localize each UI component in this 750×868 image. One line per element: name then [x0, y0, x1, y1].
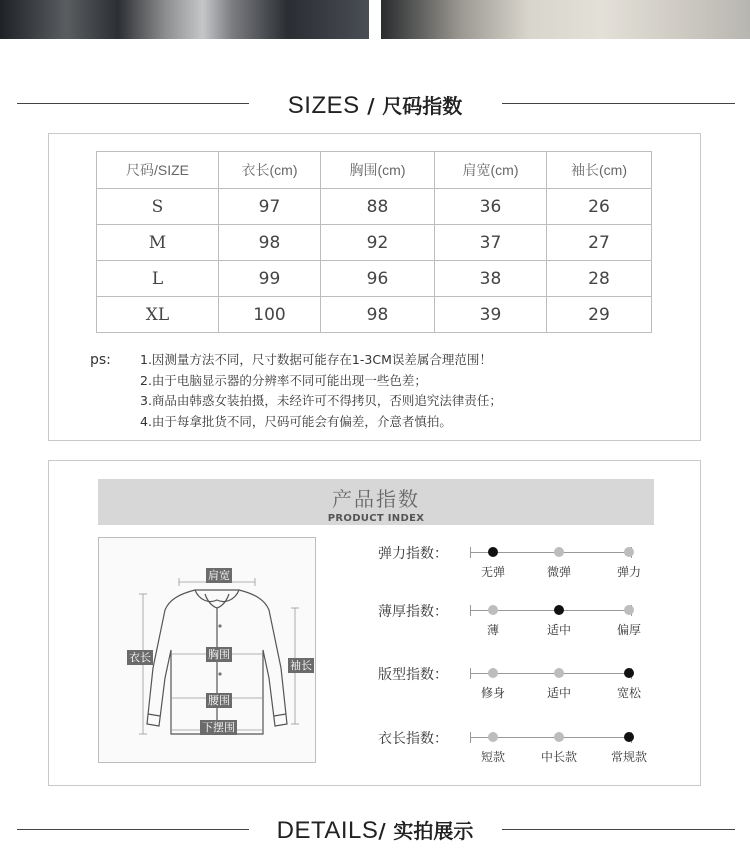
cell-length: 97 — [219, 189, 321, 225]
note-line-2: 2.由于电脑显示器的分辨率不同可能出现一些色差； — [140, 372, 427, 388]
rating-dot — [624, 605, 634, 615]
rating-option: 适中 — [546, 686, 571, 700]
sizes-title — [0, 90, 750, 120]
cell-size: M — [97, 225, 219, 261]
cell-sleeve: 26 — [547, 189, 652, 225]
sizes-title-cn: 尺码指数 — [382, 94, 463, 118]
rating-name: 弹力指数： — [378, 546, 448, 562]
rating-option: 偏厚 — [616, 623, 641, 637]
cell-chest: 92 — [321, 225, 435, 261]
sizes-title-en: SIZES — [287, 92, 360, 119]
header-size: 尺码/SIZE — [97, 152, 219, 189]
rating-tick — [470, 732, 471, 743]
table-row — [97, 297, 652, 333]
rating-option: 弹力 — [616, 565, 641, 579]
rating-option: 常规款 — [610, 750, 647, 764]
product-index-banner — [98, 479, 654, 525]
label-hem: 下摆围 — [202, 721, 235, 734]
rating-tick — [470, 668, 471, 679]
rating-name: 薄厚指数： — [378, 604, 448, 620]
rating-dot — [488, 668, 498, 678]
rating-option: 薄 — [486, 623, 499, 637]
note-line-1: 1.因测量方法不同，尺寸数据可能存在1-3CM误差属合理范围！ — [140, 352, 492, 367]
rating-thickness — [378, 601, 658, 641]
rating-option: 适中 — [546, 623, 571, 637]
label-shoulder: 肩宽 — [208, 569, 230, 582]
rating-elasticity — [378, 543, 658, 583]
cell-shoulder: 37 — [435, 225, 547, 261]
label-length: 衣长 — [129, 651, 151, 664]
sizes-title-sep: / — [367, 94, 375, 118]
label-sleeve: 袖长 — [290, 659, 312, 672]
table-row — [97, 225, 652, 261]
cell-length: 100 — [219, 297, 321, 333]
details-title-en: DETAILS — [276, 817, 379, 844]
details-heading — [0, 810, 750, 850]
rating-tick — [470, 547, 471, 558]
details-title-sep: / — [378, 819, 386, 843]
header-chest: 胸围(cm) — [321, 152, 435, 189]
size-table-header — [97, 152, 652, 189]
details-title-cn: 实拍展示 — [393, 819, 474, 843]
cell-size: S — [97, 189, 219, 225]
notes-ps-label: ps: — [90, 352, 111, 368]
rating-dot — [554, 605, 564, 615]
rating-dot — [624, 547, 634, 557]
header-shoulder: 肩宽(cm) — [435, 152, 547, 189]
sizes-heading — [0, 85, 750, 125]
cell-chest: 98 — [321, 297, 435, 333]
cell-chest: 96 — [321, 261, 435, 297]
cell-sleeve: 28 — [547, 261, 652, 297]
cell-size: L — [97, 261, 219, 297]
rating-dot — [488, 605, 498, 615]
rating-dot — [624, 668, 634, 678]
table-row — [97, 189, 652, 225]
rating-option: 宽松 — [616, 686, 641, 700]
garment-diagram — [98, 537, 316, 763]
cell-size: XL — [97, 297, 219, 333]
product-photo-left — [0, 0, 369, 39]
header-length: 衣长(cm) — [219, 152, 321, 189]
cell-length: 99 — [219, 261, 321, 297]
label-chest: 胸围 — [208, 648, 230, 661]
cell-shoulder: 39 — [435, 297, 547, 333]
note-line-4: 4.由于每拿批货不同，尺码可能会有偏差，介意者慎拍。 — [140, 413, 452, 429]
size-table — [96, 151, 652, 333]
rating-length — [378, 728, 658, 768]
product-index-title-cn: 产品指数 — [332, 487, 420, 511]
rating-option: 短款 — [480, 750, 505, 764]
cell-shoulder: 36 — [435, 189, 547, 225]
rating-dot — [554, 732, 564, 742]
table-row — [97, 261, 652, 297]
cell-length: 98 — [219, 225, 321, 261]
note-line-3: 3.商品由韩惑女装拍摄，未经许可不得拷贝，否则追究法律责任； — [140, 393, 502, 408]
cell-shoulder: 38 — [435, 261, 547, 297]
rating-name: 版型指数： — [378, 667, 448, 683]
rating-option: 无弹 — [480, 565, 505, 579]
product-index-title-en: PRODUCT INDEX — [327, 513, 425, 524]
rating-fit — [378, 664, 658, 704]
rating-dot — [624, 732, 634, 742]
header-sleeve: 袖长(cm) — [547, 152, 652, 189]
cell-sleeve: 29 — [547, 297, 652, 333]
rating-tick — [470, 605, 471, 616]
rating-dot — [488, 547, 498, 557]
rating-option: 中长款 — [540, 750, 577, 764]
rating-option: 修身 — [480, 686, 505, 700]
rating-name: 衣长指数： — [378, 731, 448, 747]
rating-dot — [554, 547, 564, 557]
cell-sleeve: 27 — [547, 225, 652, 261]
label-waist: 腰围 — [208, 694, 230, 707]
product-photo-right — [381, 0, 750, 39]
rating-dot — [488, 732, 498, 742]
details-title — [0, 815, 750, 845]
rating-option: 微弹 — [546, 565, 571, 579]
rating-dot — [554, 668, 564, 678]
cell-chest: 88 — [321, 189, 435, 225]
